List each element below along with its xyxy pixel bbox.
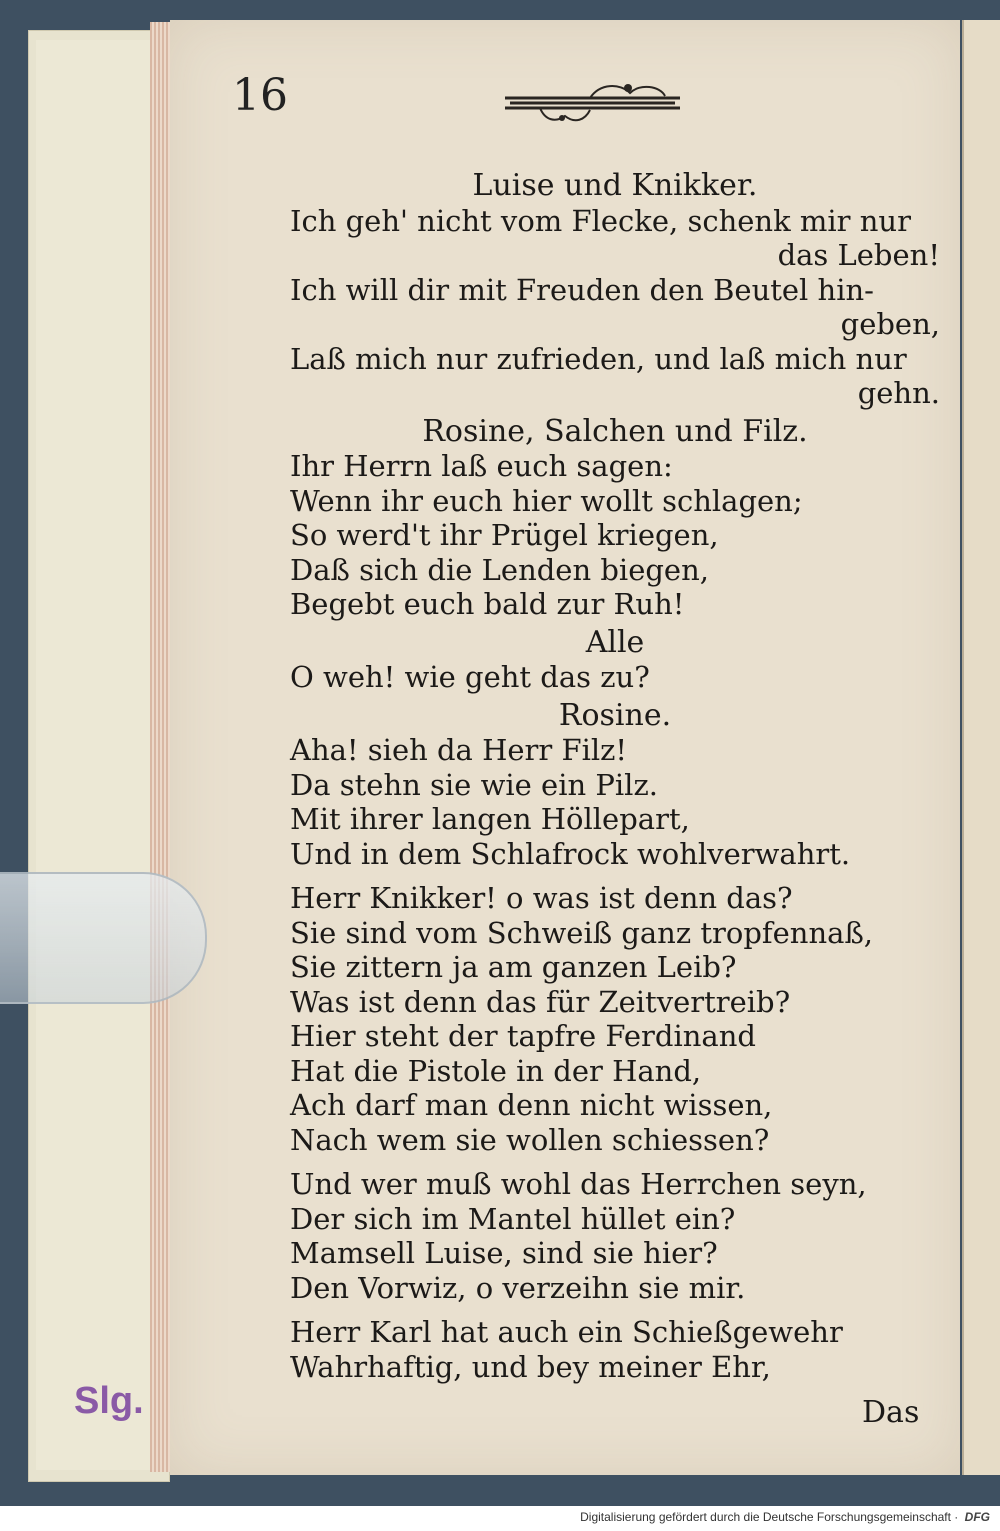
verse-line: Und in dem Schlafrock wohlverwahrt. xyxy=(290,836,851,871)
verse-line: Wenn ihr euch hier wollt schlagen; xyxy=(290,483,803,518)
verse-line: Hat die Pistole in der Hand, xyxy=(290,1053,702,1088)
speaker-heading: Luise und Knikker. xyxy=(472,168,758,203)
verse-line: Den Vorwiz, o verzeihn sie mir. xyxy=(290,1270,746,1305)
library-stamp: Slg. xyxy=(74,1380,144,1422)
verse-line: Und wer muß wohl das Herrchen seyn, xyxy=(290,1167,867,1201)
speaker-heading: Rosine, Salchen und Filz. xyxy=(422,413,808,449)
verse-line: Nach wem sie wollen schiessen? xyxy=(290,1122,770,1157)
stanza-gap xyxy=(290,1305,940,1315)
verse-line: geben, xyxy=(840,307,940,341)
verse-line: Ich geh' nicht vom Flecke, schenk mir nur xyxy=(290,203,911,238)
dfg-logo: DFG xyxy=(964,1510,990,1524)
speaker-heading: Alle xyxy=(585,624,645,660)
verse-line: Laß mich nur zufrieden, und laß mich nur xyxy=(290,341,907,376)
verse-line: So werd't ihr Prügel kriegen, xyxy=(290,518,719,552)
bookmark-clip xyxy=(0,872,207,1004)
page-edges xyxy=(150,22,172,1472)
verse-line: Mamsell Luise, sind sie hier? xyxy=(290,1236,718,1270)
verse-line: Mit ihrer langen Höllepart, xyxy=(290,802,690,836)
facing-page-edge xyxy=(962,20,1000,1475)
verse-line: Da stehn sie wie ein Pilz. xyxy=(290,767,658,802)
catchword: Das xyxy=(862,1395,920,1430)
stanza-gap xyxy=(290,871,940,881)
verse-line: Wahrhaftig, und bey meiner Ehr, xyxy=(290,1349,771,1384)
footer-text: Digitalisierung gefördert durch die Deutsche Forschungsgemeinschaft · xyxy=(580,1510,959,1524)
verse-line: gehn. xyxy=(857,376,940,410)
page-text xyxy=(290,165,940,1384)
verse-line: das Leben! xyxy=(777,238,940,272)
verse-line: Ach darf man denn nicht wissen, xyxy=(290,1088,773,1122)
verse-line: Was ist denn das für Zeitvertreib? xyxy=(290,984,791,1019)
verse-line: Der sich im Mantel hüllet ein? xyxy=(290,1201,736,1236)
verse-line: O weh! wie geht das zu? xyxy=(290,660,650,694)
page-number: 16 xyxy=(232,70,288,121)
verse-line: Sie sind vom Schweiß ganz tropfennaß, xyxy=(290,915,874,950)
ornament-icon xyxy=(500,78,685,128)
footer-credit xyxy=(0,1506,1000,1531)
verse-line: Daß sich die Lenden biegen, xyxy=(290,552,709,587)
verse-line: Herr Knikker! o was ist denn das? xyxy=(290,881,793,915)
cover-inner xyxy=(36,40,155,1470)
verse-line: Sie zittern ja am ganzen Leib? xyxy=(290,950,737,984)
verse-line: Begebt euch bald zur Ruh! xyxy=(290,587,685,621)
verse-line: Herr Karl hat auch ein Schießgewehr xyxy=(290,1315,843,1349)
speaker-heading: Rosine. xyxy=(558,697,672,733)
verse-line: Hier steht der tapfre Ferdinand xyxy=(290,1019,756,1053)
verse-line: Ihr Herrn laß euch sagen: xyxy=(290,449,673,483)
stanza-gap xyxy=(290,1157,940,1167)
verse-line: Aha! sieh da Herr Filz! xyxy=(290,733,628,767)
verse-line: Ich will dir mit Freuden den Beutel hin- xyxy=(290,272,874,307)
